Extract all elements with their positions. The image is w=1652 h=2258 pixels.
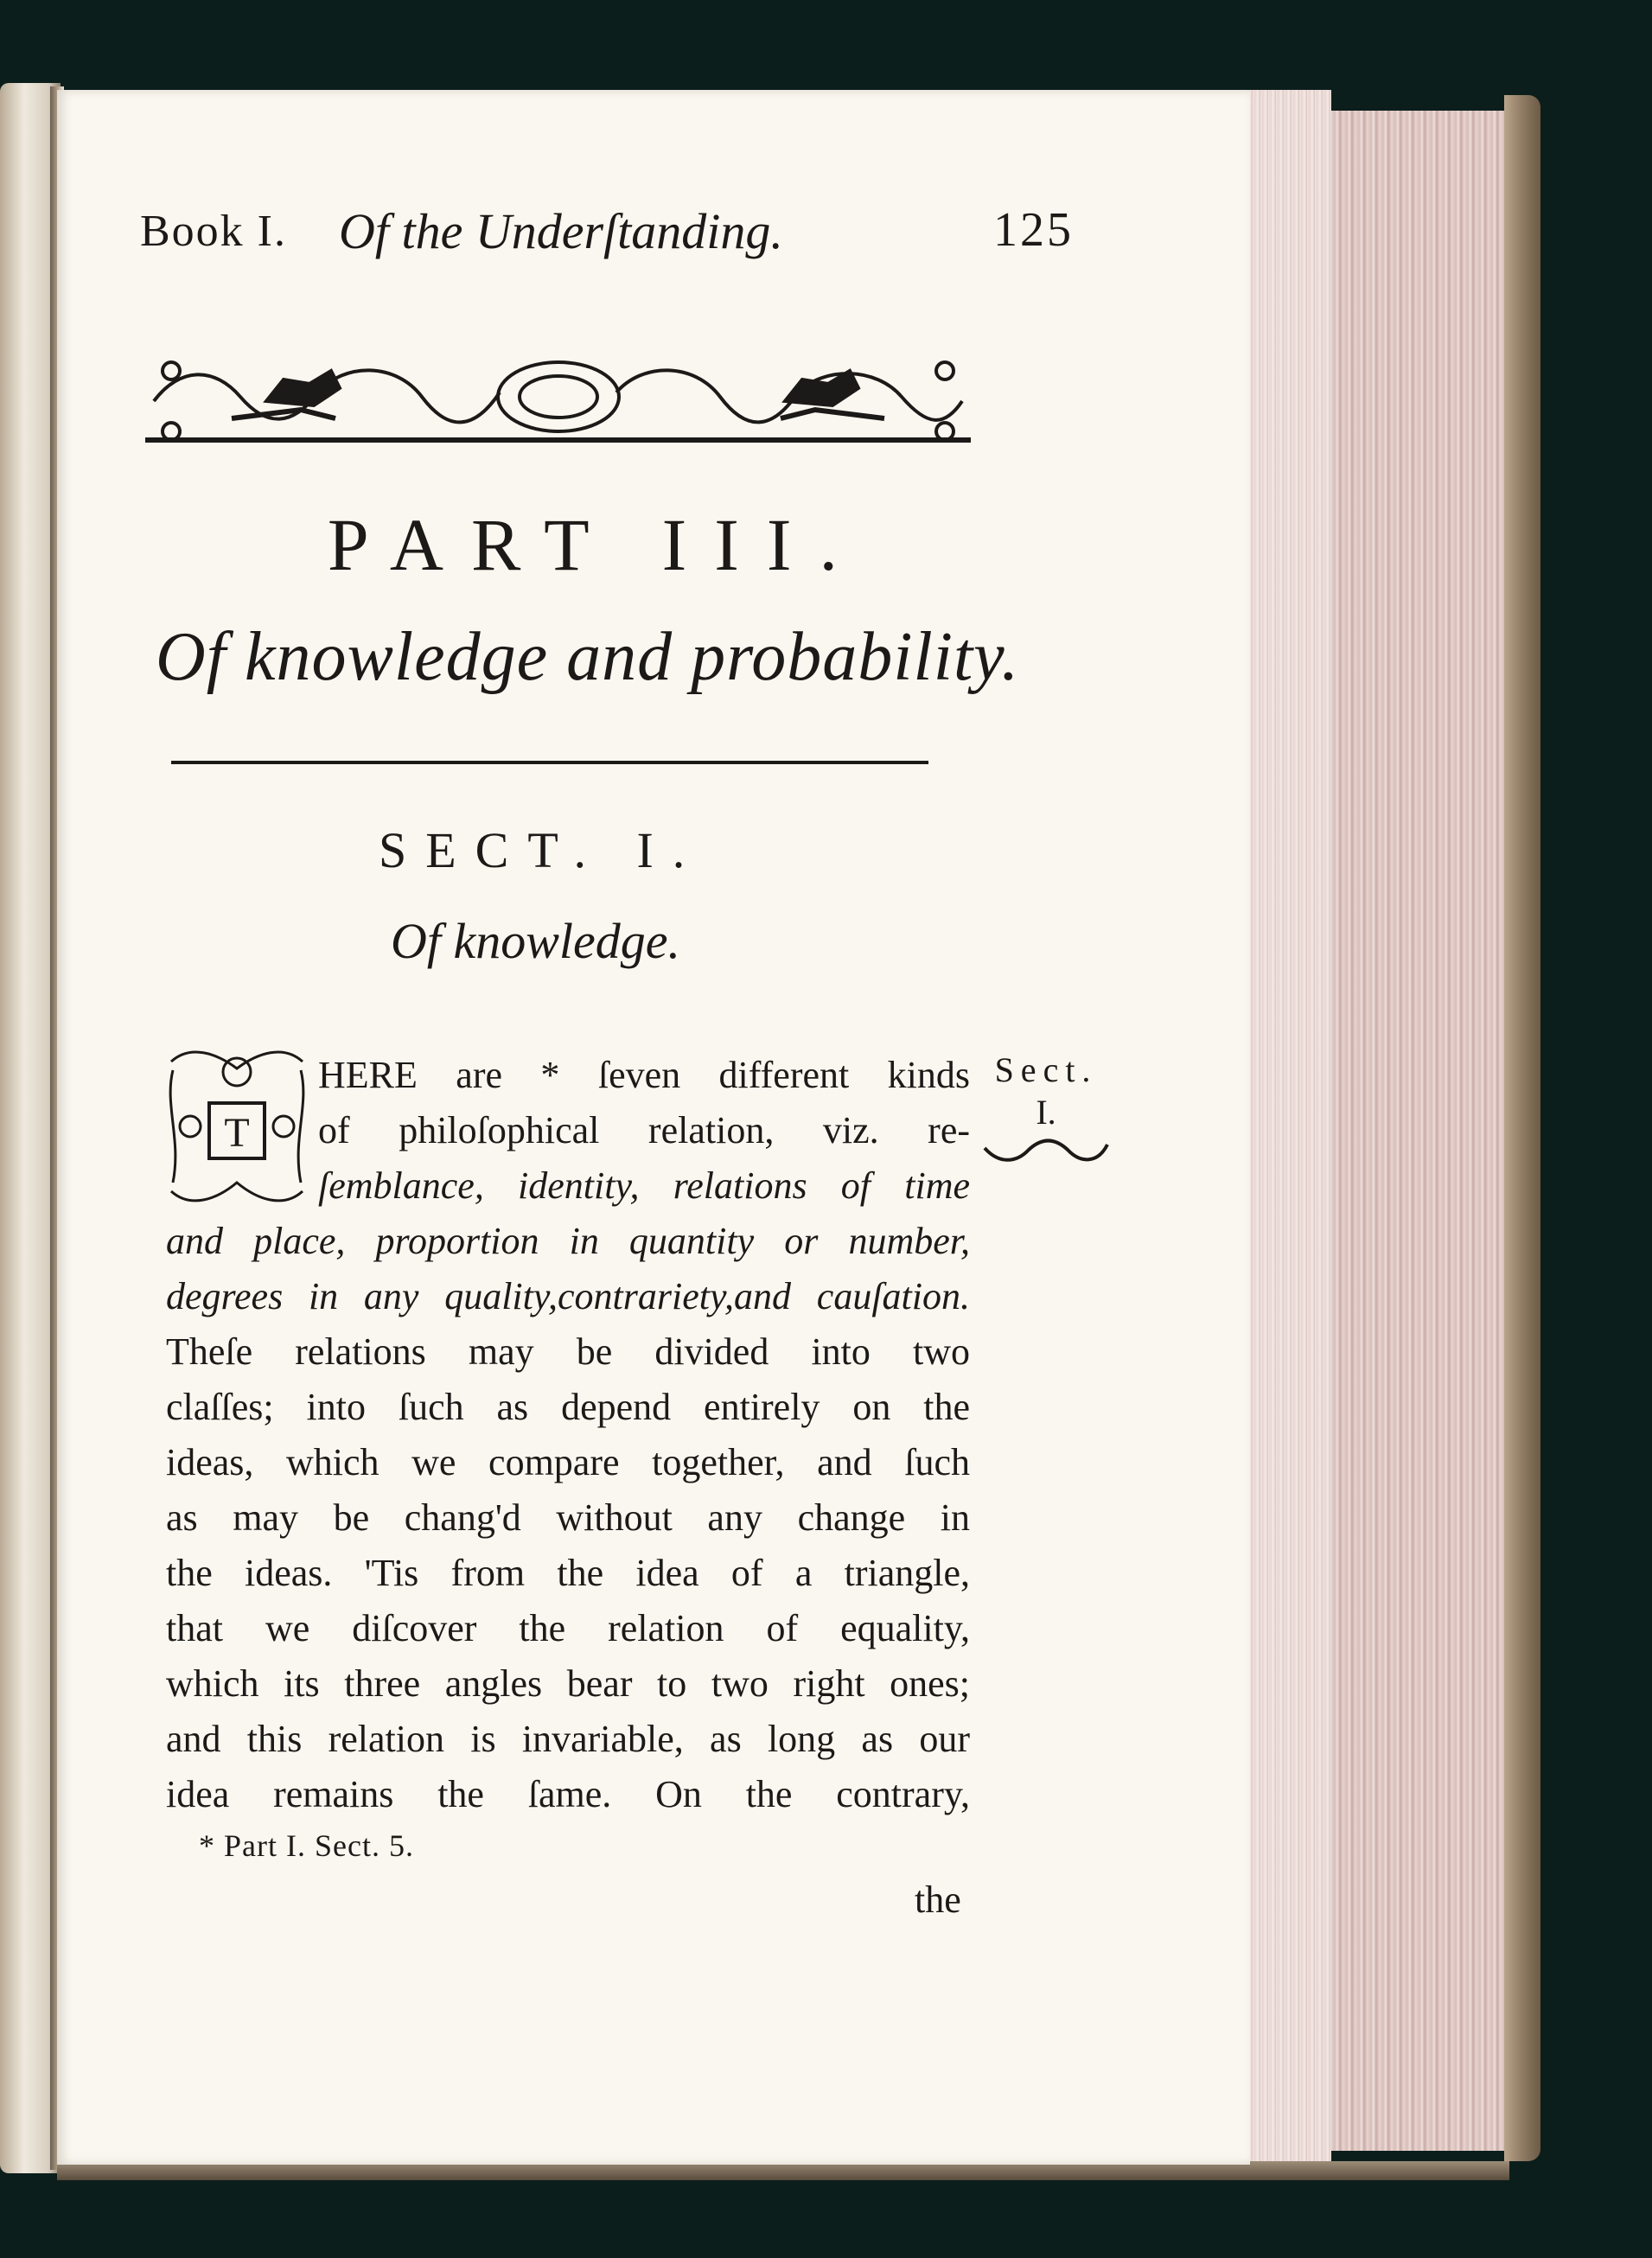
text-line: that we diſcover the relation of equality, [166, 1607, 970, 1649]
margin-note [973, 1048, 1119, 1164]
text-block-edge [1331, 111, 1509, 2151]
text-line: of philoſophical relation, viz. re- [318, 1109, 970, 1151]
text-line: ideas, which we compare together, and ſuch [166, 1441, 970, 1483]
margin-note-number: I. [1036, 1093, 1056, 1132]
book-cover-edge [1504, 95, 1540, 2161]
running-head [140, 203, 1074, 266]
part-heading: PART III. [327, 503, 866, 586]
headpiece-ornament-icon [145, 349, 971, 444]
page-number: 125 [993, 203, 1074, 257]
page-fore-edge [1245, 90, 1331, 2165]
text-line: the ideas. 'Tis from the idea of a triangle, [166, 1552, 970, 1594]
text-line: idea remains the ſame. On the contrary, [166, 1773, 970, 1815]
text-line: degrees in any quality,contrariety,and cauſation. [166, 1275, 970, 1317]
text-line: and place, proportion in quantity or number, [166, 1220, 970, 1262]
text-line: claſſes; into ſuch as depend entirely on the [166, 1386, 970, 1428]
text-line: which its three angles bear to two right ones; [166, 1662, 970, 1705]
text-line: and this relation is invariable, as long as our [166, 1718, 970, 1760]
text-line: Theſe relations may be divided into two [166, 1330, 970, 1373]
horizontal-rule [171, 761, 928, 764]
catchword: the [915, 1878, 961, 1921]
running-head-title: Of the Underſtanding. [339, 203, 783, 259]
section-heading: SECT. I. [379, 822, 705, 878]
text-line: as may be chang'd without any change in [166, 1496, 970, 1539]
body-paragraph [166, 1048, 970, 1822]
text-line: ſemblance, identity, relations of time [318, 1164, 970, 1207]
footnote: * Part I. Sect. 5. [199, 1828, 414, 1863]
swash-ornament-icon [981, 1138, 1111, 1164]
section-subtitle: Of knowledge. [391, 913, 681, 969]
margin-note-label: Sect. [994, 1050, 1098, 1089]
text-line: HERE are * ſeven different kinds [318, 1054, 970, 1096]
drop-cap-letter: T [224, 1110, 250, 1156]
part-subtitle: Of knowledge and probability. [156, 619, 1020, 695]
running-head-book: Book I. [140, 207, 287, 256]
